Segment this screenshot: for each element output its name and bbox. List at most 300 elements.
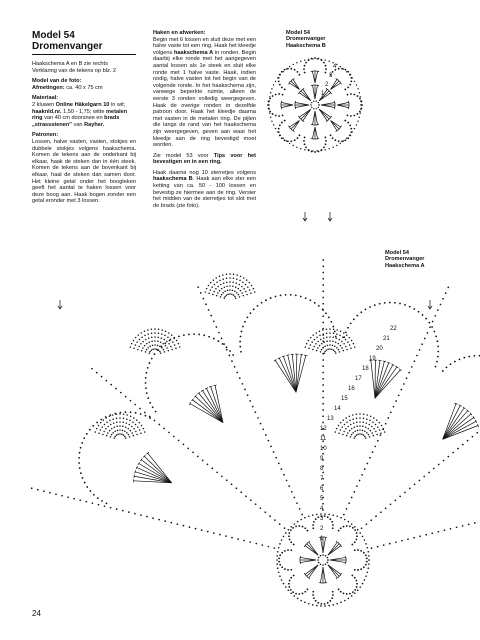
- chain-stitch: [95, 431, 97, 433]
- model-subtitle: Dromenvanger: [32, 41, 136, 55]
- chain-stitch: [419, 535, 421, 537]
- chain-stitch: [454, 361, 456, 363]
- chain-stitch: [239, 280, 241, 282]
- chain-stitch: [286, 140, 287, 141]
- treble-stitch: [299, 109, 311, 117]
- chain-stitch: [293, 145, 294, 146]
- chain-stitch: [315, 600, 317, 602]
- chain-stitch: [297, 598, 299, 600]
- chain-stitch: [363, 414, 365, 416]
- chain-stitch: [286, 68, 287, 69]
- chain-stitch: [317, 602, 319, 604]
- chain-stitch: [97, 497, 99, 499]
- chain-stitch: [131, 343, 133, 345]
- chain-stitch: [216, 326, 218, 328]
- chain-stitch: [312, 150, 313, 151]
- chain-stitch: [220, 296, 222, 298]
- chain-stitch: [329, 518, 331, 520]
- material-text: 1,50 - 1,75;: [61, 108, 93, 115]
- chain-stitch: [365, 575, 367, 577]
- chain-stitch: [347, 341, 349, 343]
- chain-stitch: [340, 345, 342, 347]
- chain-stitch: [327, 559, 329, 561]
- chain-stitch: [416, 355, 418, 357]
- chain-stitch: [255, 411, 257, 413]
- chain-stitch: [226, 349, 228, 351]
- chain-stitch: [322, 272, 324, 274]
- chain-stitch: [356, 95, 358, 97]
- chain-stitch: [154, 344, 156, 346]
- chain-stitch: [101, 426, 103, 428]
- chain-stitch: [285, 532, 287, 534]
- chain-stitch: [154, 328, 156, 330]
- chain-stitch: [142, 341, 144, 343]
- chain-stitch: [82, 477, 84, 479]
- chain-stitch: [296, 62, 297, 63]
- chain-stitch: [141, 336, 143, 338]
- chain-stitch: [275, 128, 276, 129]
- chain-stitch: [114, 426, 116, 428]
- chain-stitch: [403, 383, 405, 385]
- chain-stitch: [67, 496, 69, 498]
- treble-stitch: [312, 111, 315, 125]
- chain-stitch: [284, 550, 286, 552]
- chain-stitch: [119, 425, 121, 427]
- diagram-a-name: Haakschema A: [385, 262, 425, 269]
- chain-stitch: [311, 151, 313, 153]
- chain-stitch: [160, 352, 162, 354]
- chain-stitch: [351, 340, 353, 342]
- treble-stitch: [319, 109, 331, 117]
- chain-stitch: [366, 422, 368, 424]
- chain-stitch: [322, 503, 324, 505]
- chain-stitch: [116, 418, 118, 420]
- chain-stitch: [408, 372, 410, 374]
- chain-stitch: [299, 134, 301, 136]
- stitch-cap: [281, 101, 282, 104]
- chain-stitch: [329, 600, 331, 602]
- chain-stitch: [316, 58, 317, 59]
- chain-stitch: [345, 428, 347, 430]
- chain-stitch: [284, 568, 286, 570]
- treble-stitch: [323, 537, 326, 553]
- chain-stitch: [308, 150, 309, 151]
- chain-stitch: [326, 337, 328, 339]
- treble-stitch: [309, 542, 318, 555]
- chain-stitch: [300, 296, 302, 298]
- chain-stitch: [83, 437, 85, 439]
- chain-stitch: [359, 433, 361, 435]
- chain-stitch: [231, 537, 233, 539]
- chain-stitch: [223, 282, 225, 284]
- stitch-cap: [473, 416, 475, 419]
- chain-stitch: [136, 419, 138, 421]
- chain-stitch: [335, 341, 337, 343]
- chain-stitch: [357, 529, 359, 531]
- chain-stitch: [79, 499, 81, 501]
- chain-stitch: [240, 290, 242, 292]
- chain-stitch: [377, 426, 379, 428]
- chain-stitch: [232, 354, 234, 356]
- chain-stitch: [110, 384, 112, 386]
- chain-stitch: [320, 339, 322, 341]
- chain-stitch: [356, 422, 358, 424]
- chain-stitch: [300, 600, 302, 602]
- chain-stitch: [61, 495, 63, 497]
- chain-stitch: [145, 387, 147, 389]
- chain-stitch: [145, 339, 147, 341]
- chain-stitch: [114, 430, 116, 432]
- chain-stitch: [340, 601, 342, 603]
- chain-stitch: [312, 594, 314, 596]
- chain-stitch: [274, 519, 276, 521]
- chain-stitch: [347, 432, 349, 434]
- chain-stitch: [144, 330, 146, 332]
- chain-stitch: [253, 288, 255, 290]
- chain-stitch: [302, 593, 304, 595]
- chain-stitch: [468, 523, 470, 525]
- chain-stitch: [286, 480, 288, 482]
- chain-stitch: [356, 583, 358, 585]
- chain-stitch: [359, 480, 361, 482]
- chain-stitch: [216, 281, 218, 283]
- chain-stitch: [222, 278, 224, 280]
- chain-stitch: [139, 408, 141, 410]
- round-number: 18: [362, 366, 369, 372]
- chain-stitch: [233, 274, 235, 276]
- stitch-cap: [311, 124, 314, 125]
- chain-stitch: [310, 104, 311, 105]
- chain-stitch: [89, 429, 91, 431]
- chain-stitch: [368, 555, 370, 557]
- tips-ref: Tips voor het bevestigen en in een ring.: [153, 152, 256, 166]
- chain-stitch: [146, 392, 148, 394]
- chain-stitch: [363, 552, 365, 554]
- diagram-b-subtitle: Dromenvanger: [286, 36, 326, 43]
- material-brads: brads „strassstenen": [32, 115, 120, 128]
- chain-stitch: [154, 353, 156, 355]
- chain-stitch: [318, 104, 319, 105]
- chain-stitch: [210, 282, 212, 284]
- chain-stitch: [320, 603, 322, 605]
- chain-stitch: [133, 435, 135, 437]
- round-number: 2: [325, 82, 329, 88]
- chain-stitch: [347, 71, 349, 73]
- material-ring: metalen ring: [32, 108, 128, 122]
- chain-stitch: [111, 428, 113, 430]
- chain-stitch: [284, 69, 286, 71]
- chain-stitch: [326, 329, 328, 331]
- chain-stitch: [444, 529, 446, 531]
- chain-stitch: [315, 332, 317, 334]
- chain-stitch: [292, 591, 294, 593]
- chain-stitch: [158, 519, 160, 521]
- chain-stitch: [317, 559, 319, 561]
- chain-stitch: [336, 333, 338, 335]
- chain-stitch: [338, 588, 340, 590]
- chain-stitch: [377, 440, 379, 442]
- chain-stitch: [312, 514, 314, 516]
- chain-stitch: [304, 137, 306, 139]
- chain-stitch: [346, 138, 347, 139]
- chain-stitch: [119, 429, 121, 431]
- chain-stitch: [313, 334, 315, 336]
- treble-stitch: [443, 417, 474, 439]
- chain-stitch: [350, 93, 352, 95]
- chain-stitch: [423, 476, 425, 478]
- chain-stitch: [316, 100, 317, 101]
- chain-stitch: [213, 338, 215, 340]
- chain-stitch: [227, 290, 229, 292]
- chain-stitch: [146, 349, 148, 351]
- chain-stitch: [164, 335, 166, 337]
- chain-stitch: [147, 347, 149, 349]
- chain-stitch: [395, 541, 397, 543]
- chain-stitch: [221, 294, 223, 296]
- chain-stitch: [178, 336, 180, 338]
- chain-stitch: [117, 430, 119, 432]
- chain-stitch: [300, 148, 301, 149]
- chain-stitch: [229, 293, 231, 295]
- chain-stitch: [360, 96, 361, 97]
- chain-stitch: [270, 92, 271, 93]
- chain-stitch: [462, 444, 464, 446]
- chain-stitch: [275, 457, 277, 459]
- chain-stitch: [281, 539, 283, 541]
- chain-stitch: [289, 143, 290, 144]
- chain-stitch: [317, 347, 319, 349]
- chain-stitch: [442, 298, 444, 300]
- chain-stitch: [332, 341, 334, 343]
- chain-stitch: [318, 305, 320, 307]
- chain-stitch: [229, 273, 231, 275]
- chain-stitch: [356, 434, 358, 436]
- chain-stitch: [329, 340, 331, 342]
- chain-stitch: [394, 499, 396, 501]
- chain-stitch: [240, 336, 242, 338]
- photo-heading: Model van de foto:: [32, 78, 82, 85]
- treble-stitch: [288, 355, 296, 392]
- material-text: in wit;: [109, 101, 126, 108]
- chain-stitch: [281, 579, 283, 581]
- treble-stitch: [319, 109, 329, 119]
- chain-stitch: [264, 511, 266, 513]
- chain-stitch: [149, 417, 151, 419]
- chain-stitch: [323, 337, 325, 339]
- chain-stitch: [269, 111, 271, 113]
- chain-stitch: [362, 536, 364, 538]
- chain-stitch: [239, 341, 241, 343]
- chain-stitch: [343, 419, 345, 421]
- chain-stitch: [226, 294, 228, 296]
- chain-stitch: [353, 94, 355, 96]
- chain-stitch: [249, 282, 251, 284]
- chain-stitch: [117, 434, 119, 436]
- chain-stitch: [340, 143, 341, 144]
- chain-stitch: [424, 338, 426, 340]
- chain-stitch: [171, 334, 173, 336]
- chain-stitch: [126, 414, 128, 416]
- chain-stitch: [356, 418, 358, 420]
- chain-stitch: [379, 303, 381, 305]
- diagram-b-name: Haakschema B: [286, 42, 326, 49]
- chain-stitch: [245, 284, 247, 286]
- chain-stitch: [283, 474, 285, 476]
- chain-stitch: [245, 495, 247, 497]
- chain-stitch: [139, 339, 141, 341]
- diagram-b-title: Model 54: [286, 30, 310, 36]
- chain-stitch: [232, 282, 234, 284]
- chain-stitch: [233, 294, 235, 296]
- chain-stitch: [437, 351, 439, 353]
- chain-stitch: [189, 526, 191, 528]
- chain-stitch: [327, 516, 329, 518]
- chain-stitch: [281, 87, 283, 89]
- chain-stitch: [305, 62, 307, 64]
- chain-stitch: [154, 340, 156, 342]
- treble-stitch: [193, 400, 223, 423]
- chain-stitch: [238, 294, 240, 296]
- chain-stitch: [332, 326, 334, 328]
- stitch-cap: [209, 386, 212, 387]
- chain-stitch: [151, 341, 153, 343]
- chain-stitch: [261, 544, 263, 546]
- chain-stitch: [329, 61, 330, 62]
- chain-stitch: [452, 452, 454, 454]
- chain-stitch: [425, 534, 427, 536]
- chain-stitch: [359, 111, 361, 113]
- chain-stitch: [226, 282, 228, 284]
- chain-stitch: [183, 525, 185, 527]
- chain-stitch: [224, 296, 226, 298]
- stitch-cap: [463, 407, 466, 409]
- chain-stitch: [288, 529, 290, 531]
- chain-stitch: [247, 286, 249, 288]
- chain-stitch: [350, 436, 352, 438]
- chain-stitch: [320, 605, 322, 607]
- chain-stitch: [37, 489, 39, 491]
- chain-stitch: [371, 426, 373, 428]
- chain-stitch: [96, 372, 98, 374]
- chain-stitch: [305, 146, 307, 148]
- chain-stitch: [364, 539, 366, 541]
- chain-stitch: [100, 429, 102, 431]
- chain-stitch: [315, 343, 317, 345]
- chain-stitch: [273, 124, 274, 125]
- chain-stitch: [268, 440, 270, 442]
- chain-stitch: [428, 472, 430, 474]
- chain-stitch: [373, 417, 375, 419]
- chain-stitch: [343, 350, 345, 352]
- chain-stitch: [327, 557, 329, 559]
- chain-stitch: [242, 383, 244, 385]
- chain-stitch: [356, 539, 358, 541]
- chain-stitch: [290, 68, 292, 70]
- chain-stitch: [374, 446, 376, 448]
- chain-stitch: [328, 605, 330, 607]
- chain-stitch: [354, 569, 356, 571]
- chain-stitch: [327, 602, 329, 604]
- chain-stitch: [154, 332, 156, 334]
- chain-stitch: [352, 131, 353, 132]
- chain-stitch: [120, 392, 122, 394]
- chain-stitch: [413, 360, 415, 362]
- chain-stitch: [404, 304, 406, 306]
- chain-stitch: [304, 72, 306, 74]
- chain-stitch: [105, 417, 107, 419]
- chain-stitch: [341, 68, 343, 70]
- chain-stitch: [295, 525, 297, 527]
- chain-stitch: [339, 351, 341, 353]
- chain-stitch: [270, 297, 272, 299]
- chain-stitch: [149, 351, 151, 353]
- chain-stitch: [133, 340, 135, 342]
- chain-stitch: [312, 524, 314, 526]
- chain-stitch: [354, 437, 356, 439]
- chain-stitch: [251, 285, 253, 287]
- chain-stitch: [257, 305, 259, 307]
- stitch-cap: [346, 561, 347, 564]
- chain-stitch: [278, 547, 280, 549]
- chain-stitch: [343, 140, 344, 141]
- chain-stitch: [290, 526, 292, 528]
- treble-stitch: [443, 404, 456, 440]
- chain-stitch: [222, 292, 224, 294]
- chain-stitch: [322, 409, 324, 411]
- size-value: ca. 40 x 75 cm: [64, 84, 103, 91]
- chain-stitch: [240, 351, 242, 353]
- chain-stitch: [447, 287, 449, 289]
- chain-stitch: [224, 290, 226, 292]
- chain-stitch: [281, 71, 283, 73]
- material-text: 2 kluwen: [32, 101, 56, 108]
- chain-stitch: [123, 414, 125, 416]
- chain-stitch: [229, 285, 231, 287]
- chain-stitch: [363, 566, 365, 568]
- stitch-cap: [304, 573, 306, 576]
- chain-stitch: [288, 532, 290, 534]
- chain-stitch: [149, 341, 151, 343]
- chain-stitch: [163, 349, 165, 351]
- chain-stitch: [357, 430, 359, 432]
- chain-stitch: [177, 523, 179, 525]
- chain-stitch: [285, 294, 287, 296]
- chain-stitch: [316, 350, 318, 352]
- chain-stitch: [137, 349, 139, 351]
- chain-stitch: [141, 425, 143, 427]
- chain-stitch: [304, 517, 306, 519]
- chain-stitch: [389, 302, 391, 304]
- chain-stitch: [332, 527, 334, 529]
- chain-stitch: [369, 306, 371, 308]
- page-number: 24: [32, 609, 41, 618]
- treble-stitch: [307, 544, 318, 555]
- chain-stitch: [332, 594, 334, 596]
- chain-stitch: [269, 98, 271, 100]
- chain-stitch: [109, 420, 111, 422]
- chain-stitch: [346, 593, 348, 595]
- chain-stitch: [352, 414, 354, 416]
- chain-stitch: [384, 302, 386, 304]
- chain-stitch: [341, 341, 343, 343]
- note-line-1: Haakschema A en B zie rechts: [32, 61, 108, 67]
- chain-stitch: [353, 115, 355, 117]
- chain-stitch: [121, 434, 123, 436]
- chain-stitch: [161, 337, 163, 339]
- treble-stitch: [337, 102, 349, 105]
- chain-stitch: [357, 88, 358, 89]
- chain-stitch: [341, 140, 343, 142]
